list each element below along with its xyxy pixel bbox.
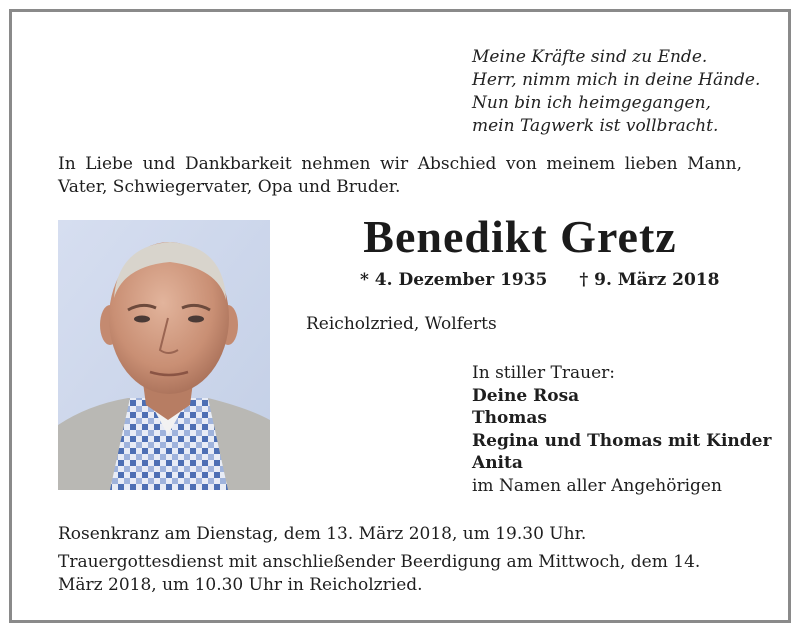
mourner-name: Deine Rosa	[472, 385, 580, 406]
birth-date: * 4. Dezember 1935	[360, 270, 548, 290]
rosary-notice: Rosenkranz am Dienstag, dem 13. März 2018, um 19.30 Uhr.	[58, 524, 587, 544]
poem-line: Herr, nimm mich in deine Hände.	[472, 70, 761, 90]
mourner-name: Anita	[472, 453, 523, 473]
intro-text: In Liebe und Dankbarkeit nehmen wir Abschied von meinem lieben Mann, Vater, Schwiegervater, Opa und Bruder.	[58, 154, 742, 197]
portrait-photo	[58, 220, 270, 490]
funeral-service-notice: Trauergottesdienst mit anschließender Beerdigung am Mittwoch, dem 14. März 2018, um 10.30 Uhr in Reicholzried.	[58, 552, 701, 595]
mourner-name: Thomas	[472, 408, 547, 428]
deceased-name: Benedikt Gretz	[363, 211, 677, 262]
residence: Reicholzried, Wolferts	[306, 314, 497, 334]
mourners-block	[472, 362, 771, 497]
death-date: † 9. März 2018	[579, 270, 720, 290]
life-dates	[360, 270, 719, 290]
poem-line: Nun bin ich heimgegangen,	[472, 93, 711, 113]
poem-line: mein Tagwerk ist vollbracht.	[472, 116, 719, 136]
poem	[472, 46, 760, 138]
mourners-heading: In stiller Trauer:	[472, 363, 615, 383]
mourner-name: Regina und Thomas mit Kinder	[472, 430, 772, 451]
poem-line: Meine Kräfte sind zu Ende.	[472, 47, 708, 67]
mourners-closing: im Namen aller Angehörigen	[472, 475, 722, 496]
